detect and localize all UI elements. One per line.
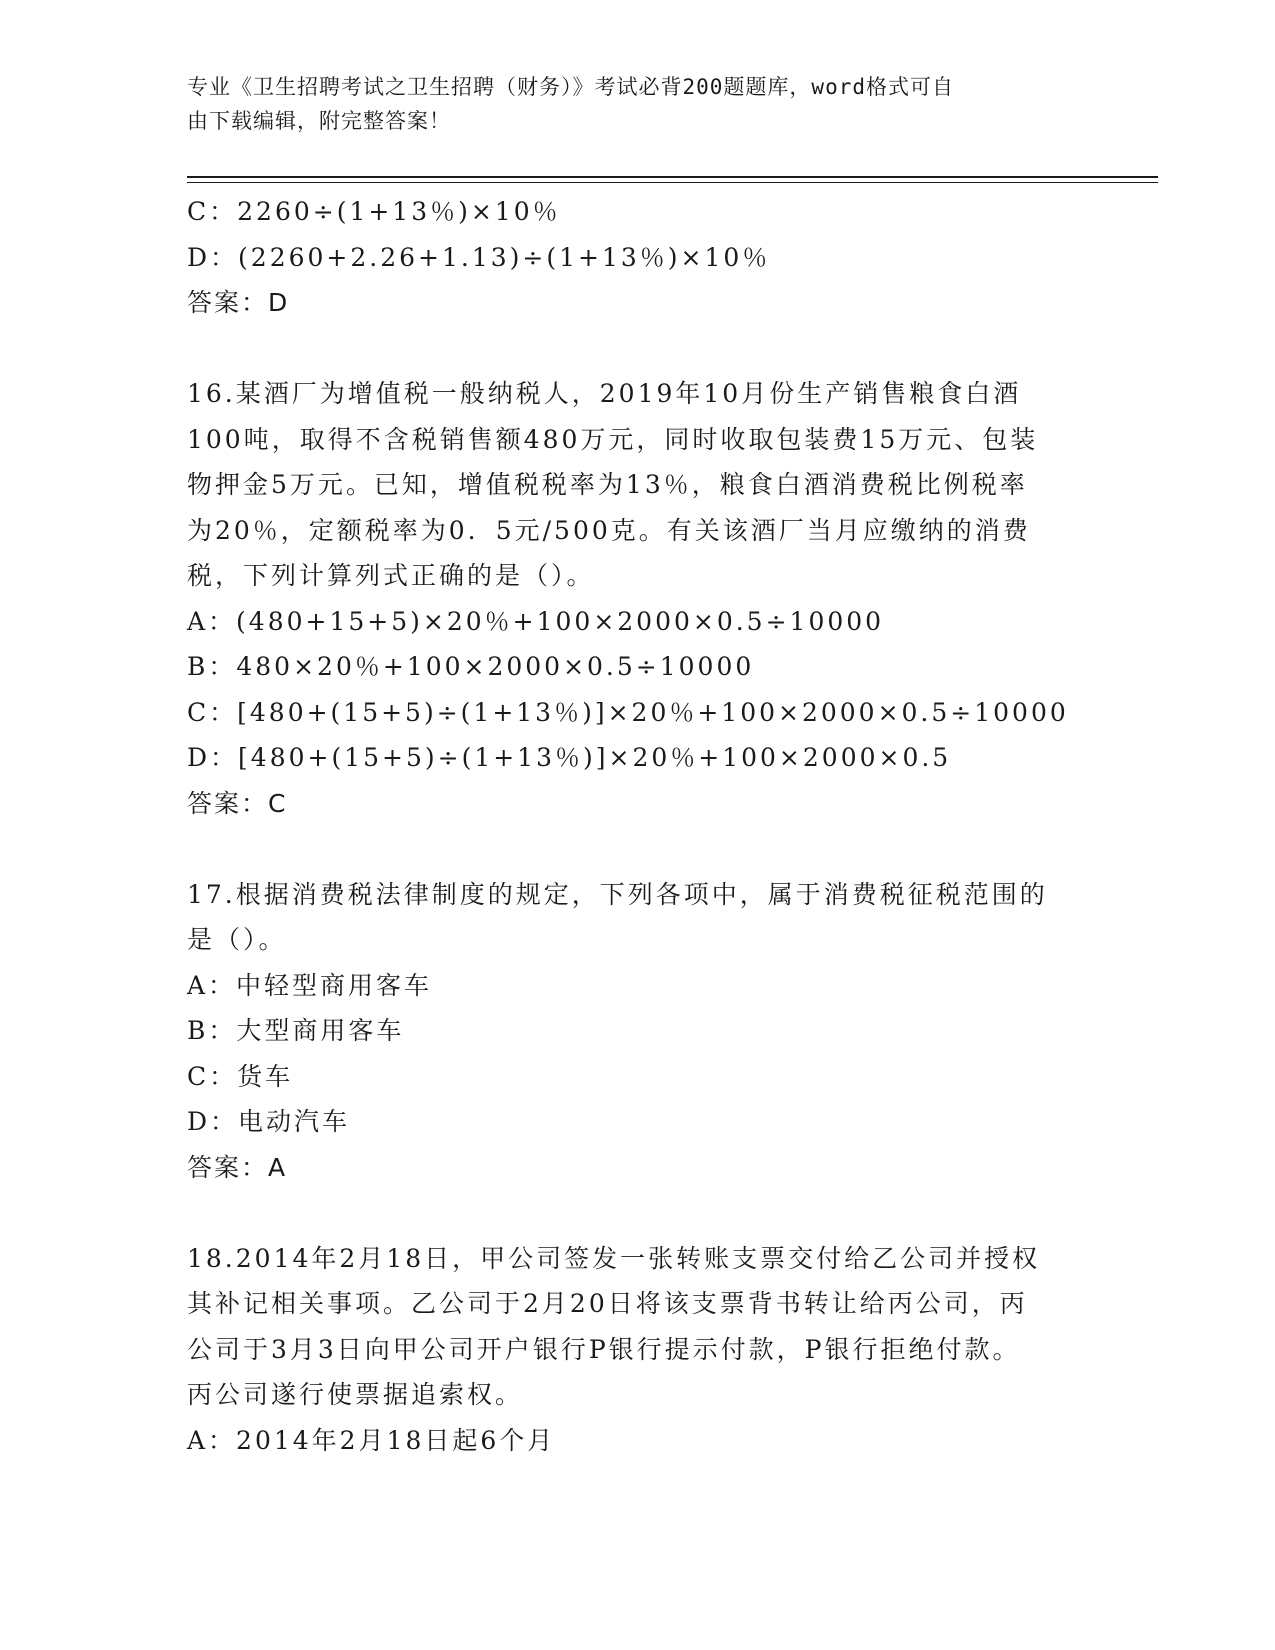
q17-answer: 答案：A: [187, 1152, 288, 1182]
spacer: [187, 326, 1087, 372]
q17-option-d: D：电动汽车: [187, 1107, 351, 1136]
question-17: [187, 872, 1087, 1191]
spacer: [187, 1190, 1087, 1236]
q16-stem-line: 物押金5万元。已知，增值税税率为13％，粮食白酒消费税比例税率: [187, 470, 1028, 499]
q16-stem-line: 为20％，定额税率为0．5元/500克。有关该酒厂当月应缴纳的消费: [187, 515, 1031, 545]
prev-option-d: D：(2260+2.26+1.13)÷(1+13％)×10％: [187, 242, 771, 272]
q18-stem-line: 18.2014年2月18日，甲公司签发一张转账支票交付给乙公司并授权: [187, 1243, 1041, 1273]
question-18: [187, 1236, 1087, 1464]
q16-option-b: B：480×20％+100×2000×0.5÷10000: [187, 652, 755, 681]
q16-answer: 答案：C: [187, 788, 288, 818]
q17-option-a: A：中轻型商用客车: [187, 970, 433, 1000]
q18-stem-line: 丙公司遂行使票据追索权。: [187, 1380, 524, 1409]
document-header: [187, 70, 1087, 138]
header-divider-thick: [187, 176, 1158, 178]
q16-option-a: A：(480+15+5)×20％+100×2000×0.5÷10000: [187, 606, 885, 636]
header-title-line-2: 由下载编辑，附完整答案！: [187, 109, 451, 133]
header-divider-thin: [187, 182, 1158, 183]
q18-option-a: A：2014年2月18日起6个月: [187, 1425, 556, 1455]
q16-option-d: D：[480+(15+5)÷(1+13％)]×20％+100×2000×0.5: [187, 743, 952, 772]
question-content: [187, 189, 1087, 1463]
q17-option-b: B：大型商用客车: [187, 1016, 405, 1045]
q16-option-c: C：[480+(15+5)÷(1+13％)]×20％+100×2000×0.5÷10000: [187, 697, 1069, 727]
header-title-line-1: 专业《卫生招聘考试之卫生招聘（财务）》考试必背200题题库，word格式可自: [187, 75, 954, 99]
q16-stem-line: 100吨，取得不含税销售额480万元，同时收取包装费15万元、包装: [187, 424, 1039, 454]
q18-stem-line: 其补记相关事项。乙公司于2月20日将该支票背书转让给丙公司，丙: [187, 1289, 1028, 1318]
prev-answer: 答案：D: [187, 288, 290, 317]
q16-stem-line: 16.某酒厂为增值税一般纳税人，2019年10月份生产销售粮食白酒: [187, 379, 1022, 408]
question-16: [187, 371, 1087, 826]
q18-stem-line: 公司于3月3日向甲公司开户银行P银行提示付款，P银行拒绝付款。: [187, 1334, 1021, 1364]
spacer: [187, 826, 1087, 872]
q17-option-c: C：货车: [187, 1061, 294, 1091]
q17-stem-line: 17.根据消费税法律制度的规定，下列各项中，属于消费税征税范围的: [187, 879, 1048, 909]
q17-stem-line: 是（）。: [187, 925, 287, 954]
q16-stem-line: 税，下列计算列式正确的是（）。: [187, 561, 595, 590]
prev-option-c: C：2260÷(1+13％)×10％: [187, 197, 561, 226]
